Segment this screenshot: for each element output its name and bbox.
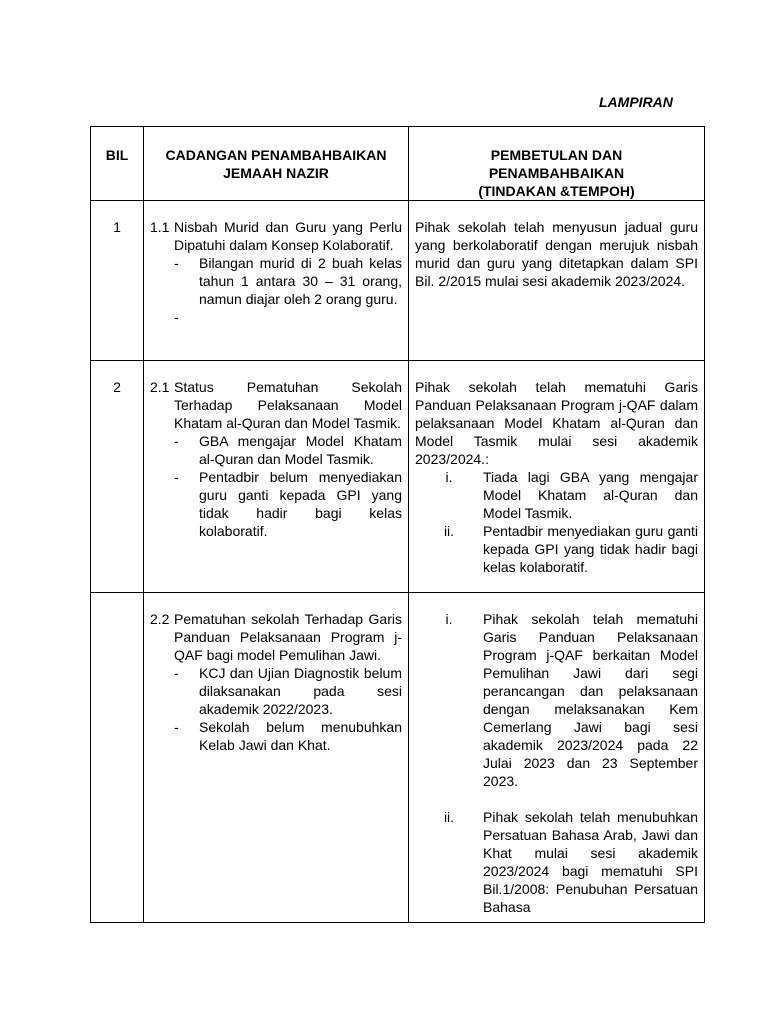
bullet-item: - Pentadbir belum menyediakan guru ganti kepada GPI yang tidak hadir bagi kelas kolaboratif. bbox=[174, 469, 402, 539]
bullet-item: - Bilangan murid di 2 buah kelas tahun 1 antara 30 – 31 orang, namun diajar oleh 2 orang guru. bbox=[174, 255, 402, 307]
item-heading: Status Pematuhan Sekolah Terhadap Pelaksanaan Model Khatam al-Quran dan Model Tasmik. bbox=[174, 379, 402, 431]
response-text: Pihak sekolah telah mematuhi Garis Panduan Pelaksanaan Program j-QAF dalam pelaksanaan Model Khatam al-Quran dan Model Tasmik mulai sesi akademik 2023/2024.: bbox=[415, 379, 698, 467]
item-number: 2.1 bbox=[150, 379, 170, 395]
header-bil: BIL bbox=[91, 127, 144, 201]
table-header-row bbox=[91, 127, 705, 201]
recommendation-cell bbox=[144, 361, 409, 593]
response-cell: Pihak sekolah telah menyusun jadual guru yang berkolaboratif dengan merujuk nisbah murid dan guru yang ditetapkan dalam SPI Bil. 2/2015 mulai sesi akademik 2023/2024. bbox=[409, 201, 705, 361]
header-cadangan: CADANGAN PENAMBAHBAIKAN JEMAAH NAZIR bbox=[144, 127, 409, 201]
item-number: 1.1 bbox=[150, 219, 170, 235]
table-row bbox=[91, 201, 705, 361]
table-row bbox=[91, 361, 705, 593]
response-cell bbox=[409, 593, 705, 923]
response-cell bbox=[409, 361, 705, 593]
item-heading: Nisbah Murid dan Guru yang Perlu Dipatuhi dalam Konsep Kolaboratif. bbox=[174, 219, 402, 253]
bullet-item: - Sekolah belum menubuhkan Kelab Jawi dan Khat. bbox=[174, 719, 402, 753]
bullet-item: - bbox=[174, 309, 179, 325]
action-item: ii. Pihak sekolah telah menubuhkan Persatuan Bahasa Arab, Jawi dan Khat mulai sesi akademik 2023/2024 bagi mematuhi SPI Bil.1/2008: Penubuhan Persatuan Bahasa bbox=[443, 809, 698, 915]
bullet-item: - KCJ dan Ujian Diagnostik belum dilaksanakan pada sesi akademik 2022/2023. bbox=[174, 665, 402, 717]
table-row bbox=[91, 593, 705, 923]
bil-cell: 2 bbox=[91, 361, 144, 593]
improvement-table bbox=[90, 126, 705, 923]
bil-cell: 1 bbox=[91, 201, 144, 361]
header-pembetulan: PEMBETULAN DAN PENAMBAHBAIKAN (TINDAKAN &TEMPOH) bbox=[409, 127, 705, 201]
action-item: ii. Pentadbir menyediakan guru ganti kepada GPI yang tidak hadir bagi kelas kolaboratif. bbox=[443, 523, 698, 575]
item-number: 2.2 bbox=[150, 611, 170, 627]
recommendation-cell bbox=[144, 201, 409, 361]
item-heading: Pematuhan sekolah Terhadap Garis Panduan Pelaksanaan Program j-QAF bagi model Pemulihan Jawi. bbox=[174, 611, 402, 663]
appendix-label: LAMPIRAN bbox=[599, 94, 673, 110]
bullet-item: - GBA mengajar Model Khatam al-Quran dan Model Tasmik. bbox=[174, 433, 402, 467]
action-item: i. Tiada lagi GBA yang mengajar Model Khatam al-Quran dan Model Tasmik. bbox=[445, 469, 698, 521]
bil-cell bbox=[91, 593, 144, 923]
action-item: i. Pihak sekolah telah mematuhi Garis Panduan Pelaksanaan Program j-QAF berkaitan Model Pemulihan Jawi dari segi perancangan dan pelaksanaan dengan melaksanakan Kem Cemerlang Jawi bagi sesi akademik 2023/2024 pada 22 Julai 2023 dan 23 September 2023. bbox=[445, 611, 698, 789]
recommendation-cell bbox=[144, 593, 409, 923]
